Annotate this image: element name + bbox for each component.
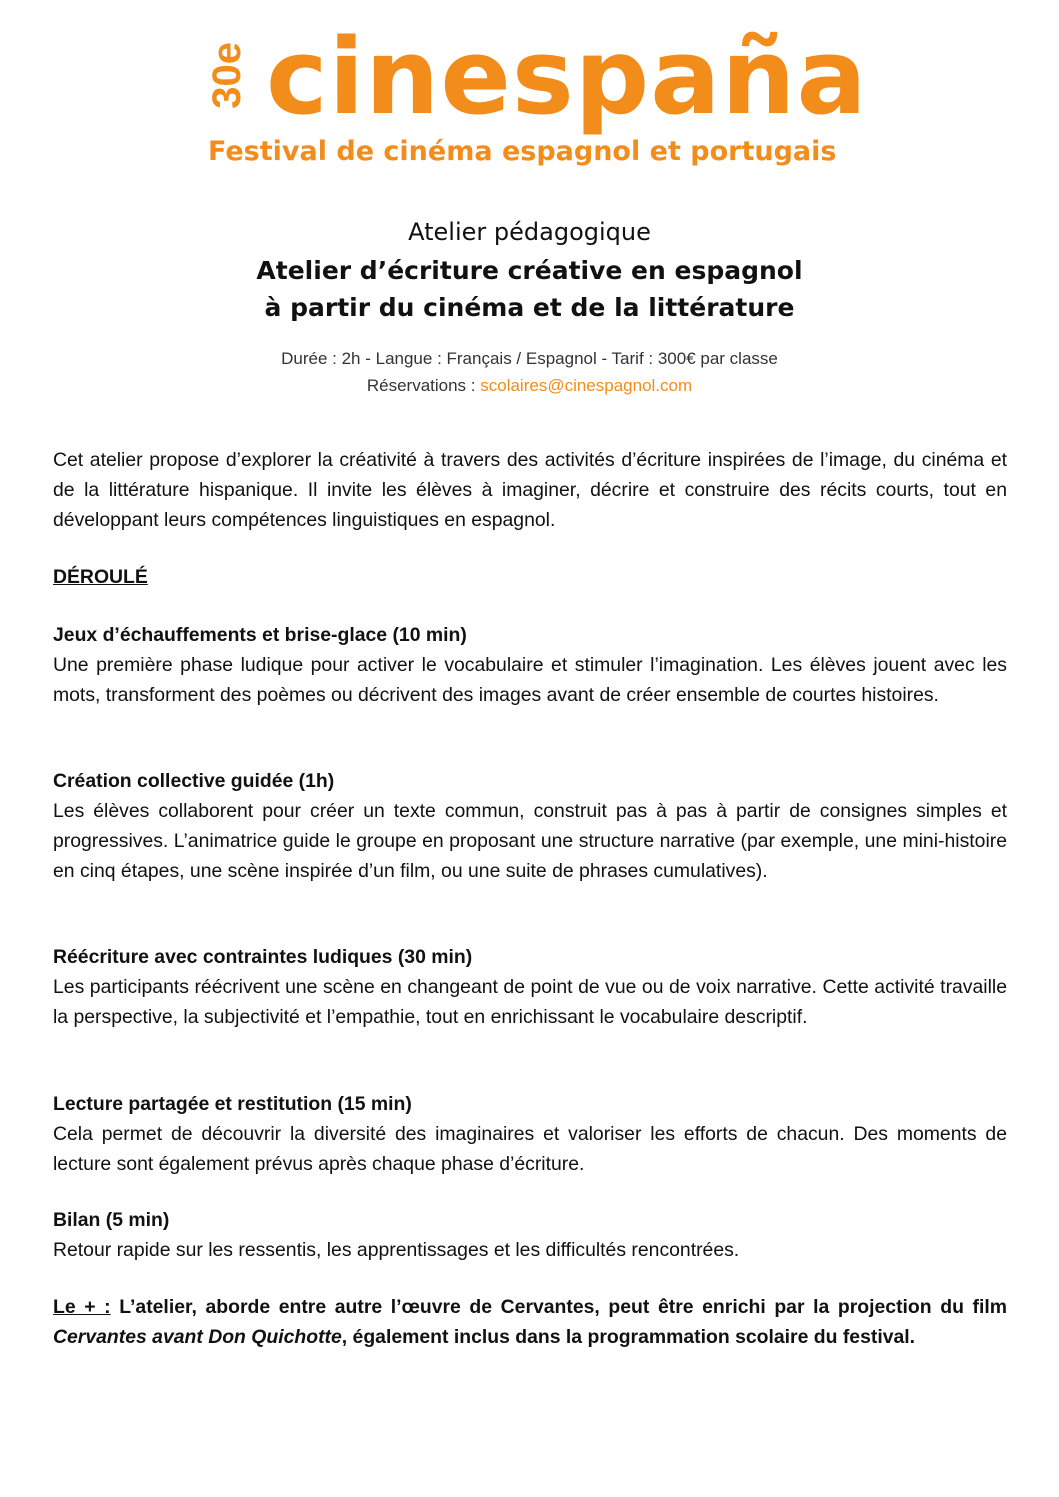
section-title: Lecture partagée et restitution (15 min) <box>53 1093 412 1115</box>
deroule-heading: DÉROULÉ <box>53 566 148 588</box>
page-title-line1: Atelier d’écriture créative en espagnol <box>256 256 803 285</box>
section-text: Retour rapide sur les ressentis, les apprentissages et les difficultés rencontrées. <box>53 1239 740 1261</box>
plus-note <box>53 1292 1007 1352</box>
section-title: Bilan (5 min) <box>53 1209 170 1231</box>
section-collective-creation <box>53 766 1007 886</box>
reservations-line <box>0 376 1059 396</box>
logo-tagline: Festival de cinéma espagnol et portugais <box>208 136 837 167</box>
reservations-email-link[interactable]: scolaires@cinespagnol.com <box>480 376 693 395</box>
workshop-info: Durée : 2h - Langue : Français / Espagnol - Tarif : 300€ par classe <box>281 349 778 368</box>
plus-text-before: L’atelier, aborde entre autre l’œuvre de Cervantes, peut être enrichi par la projection du film <box>110 1296 1007 1318</box>
section-text: Les élèves collaborent pour créer un texte commun, construit pas à pas à partir de consignes simples et progressives. L’animatrice guide le groupe en proposant une structure narrative (par exemple, une mini-histoire en cinq étapes, une scène inspirée d’un film, ou une suite de phrases cumulatives). <box>53 800 1007 882</box>
section-warmup <box>53 620 1007 710</box>
section-title: Jeux d’échauffements et brise-glace (10 min) <box>53 624 467 646</box>
film-title: Cervantes avant Don Quichotte <box>53 1326 342 1348</box>
section-bilan <box>53 1205 1007 1265</box>
section-text: Cela permet de découvrir la diversité des imaginaires et valoriser les efforts de chacun. Des moments de lecture sont également prévus après chaque phase d’écriture. <box>53 1123 1007 1175</box>
intro-paragraph: Cet atelier propose d’explorer la créativité à travers des activités d’écriture inspirées de l’image, du cinéma et de la littérature hispanique. Il invite les élèves à imaginer, décrire et construire des récits courts, tout en développant leurs compétences linguistiques en espagnol. <box>53 449 1007 531</box>
festival-logo <box>205 16 868 172</box>
section-text: Les participants réécrivent une scène en changeant de point de vue ou de voix narrative. Cette activité travaille la perspective, la subjectivité et l’empathie, tout en enrichissant le vocabulaire descriptif. <box>53 976 1007 1028</box>
section-title: Création collective guidée (1h) <box>53 770 335 792</box>
logo-name: cinespaña <box>266 16 868 138</box>
section-rewriting <box>53 942 1007 1032</box>
plus-text-after: , également inclus dans la programmation scolaire du festival. <box>341 1326 916 1348</box>
section-text: Une première phase ludique pour activer le vocabulaire et stimuler l’imagination. Les élèves jouent avec les mots, transforment des poèmes ou décrivent des images avant de créer ensemble de courtes histoires. <box>53 654 1007 706</box>
reservations-label: Réservations : <box>366 376 481 395</box>
workshop-type: Atelier pédagogique <box>408 218 651 246</box>
plus-label: Le + : <box>53 1296 111 1318</box>
section-title: Réécriture avec contraintes ludiques (30 min) <box>53 946 473 968</box>
logo-edition: 30e <box>205 42 249 109</box>
page-title-line2: à partir du cinéma et de la littérature <box>264 293 795 322</box>
section-shared-reading <box>53 1089 1007 1179</box>
